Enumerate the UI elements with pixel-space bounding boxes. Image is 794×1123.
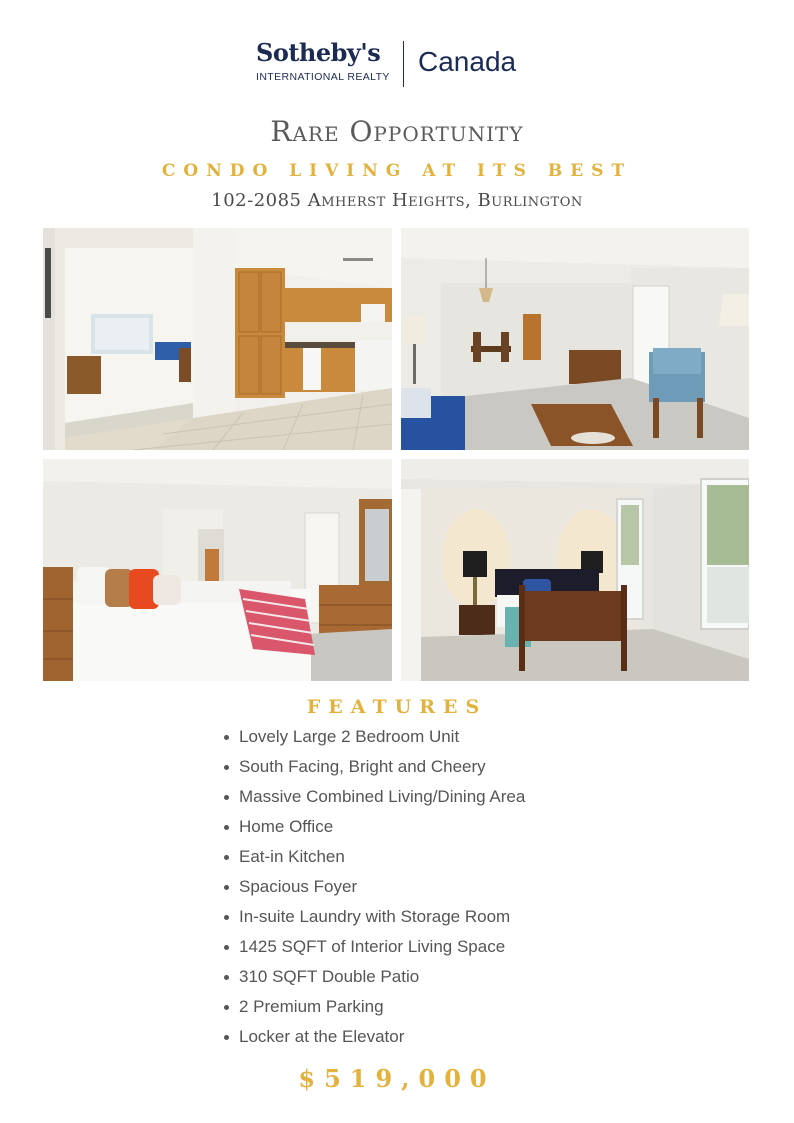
features-heading: FEATURES — [306, 696, 488, 718]
brand-region: Canada — [418, 46, 517, 77]
feature-item: Spacious Foyer — [221, 872, 525, 902]
brand-subtitle: INTERNATIONAL REALTY — [256, 71, 390, 83]
feature-item: In-suite Laundry with Storage Room — [221, 902, 525, 932]
feature-item: 1425 SQFT of Interior Living Space — [221, 932, 525, 962]
feature-item: Lovely Large 2 Bedroom Unit — [221, 722, 525, 752]
feature-item: 2 Premium Parking — [221, 992, 525, 1022]
brand-logo — [0, 38, 794, 90]
feature-item: Locker at the Elevator — [221, 1022, 525, 1052]
photo-master-bedroom — [401, 459, 749, 681]
brand-wordmark — [256, 38, 392, 84]
feature-item: South Facing, Bright and Cheery — [221, 752, 525, 782]
listing-price: $519,000 — [298, 1064, 496, 1093]
feature-item: Massive Combined Living/Dining Area — [221, 782, 525, 812]
feature-item: 310 SQFT Double Patio — [221, 962, 525, 992]
logo-divider — [403, 41, 404, 87]
features-list — [221, 722, 525, 1052]
feature-item: Eat-in Kitchen — [221, 842, 525, 872]
photo-living-room — [401, 228, 749, 450]
feature-item: Home Office — [221, 812, 525, 842]
listing-address: 102-2085 Amherst Heights, Burlington — [211, 190, 583, 211]
listing-tagline: CONDO LIVING AT ITS BEST — [161, 161, 633, 181]
listing-title: Rare Opportunity — [270, 115, 524, 148]
photo-bedroom — [43, 459, 392, 681]
brand-name: Sotheby's — [256, 38, 381, 67]
photo-kitchen — [43, 228, 392, 450]
